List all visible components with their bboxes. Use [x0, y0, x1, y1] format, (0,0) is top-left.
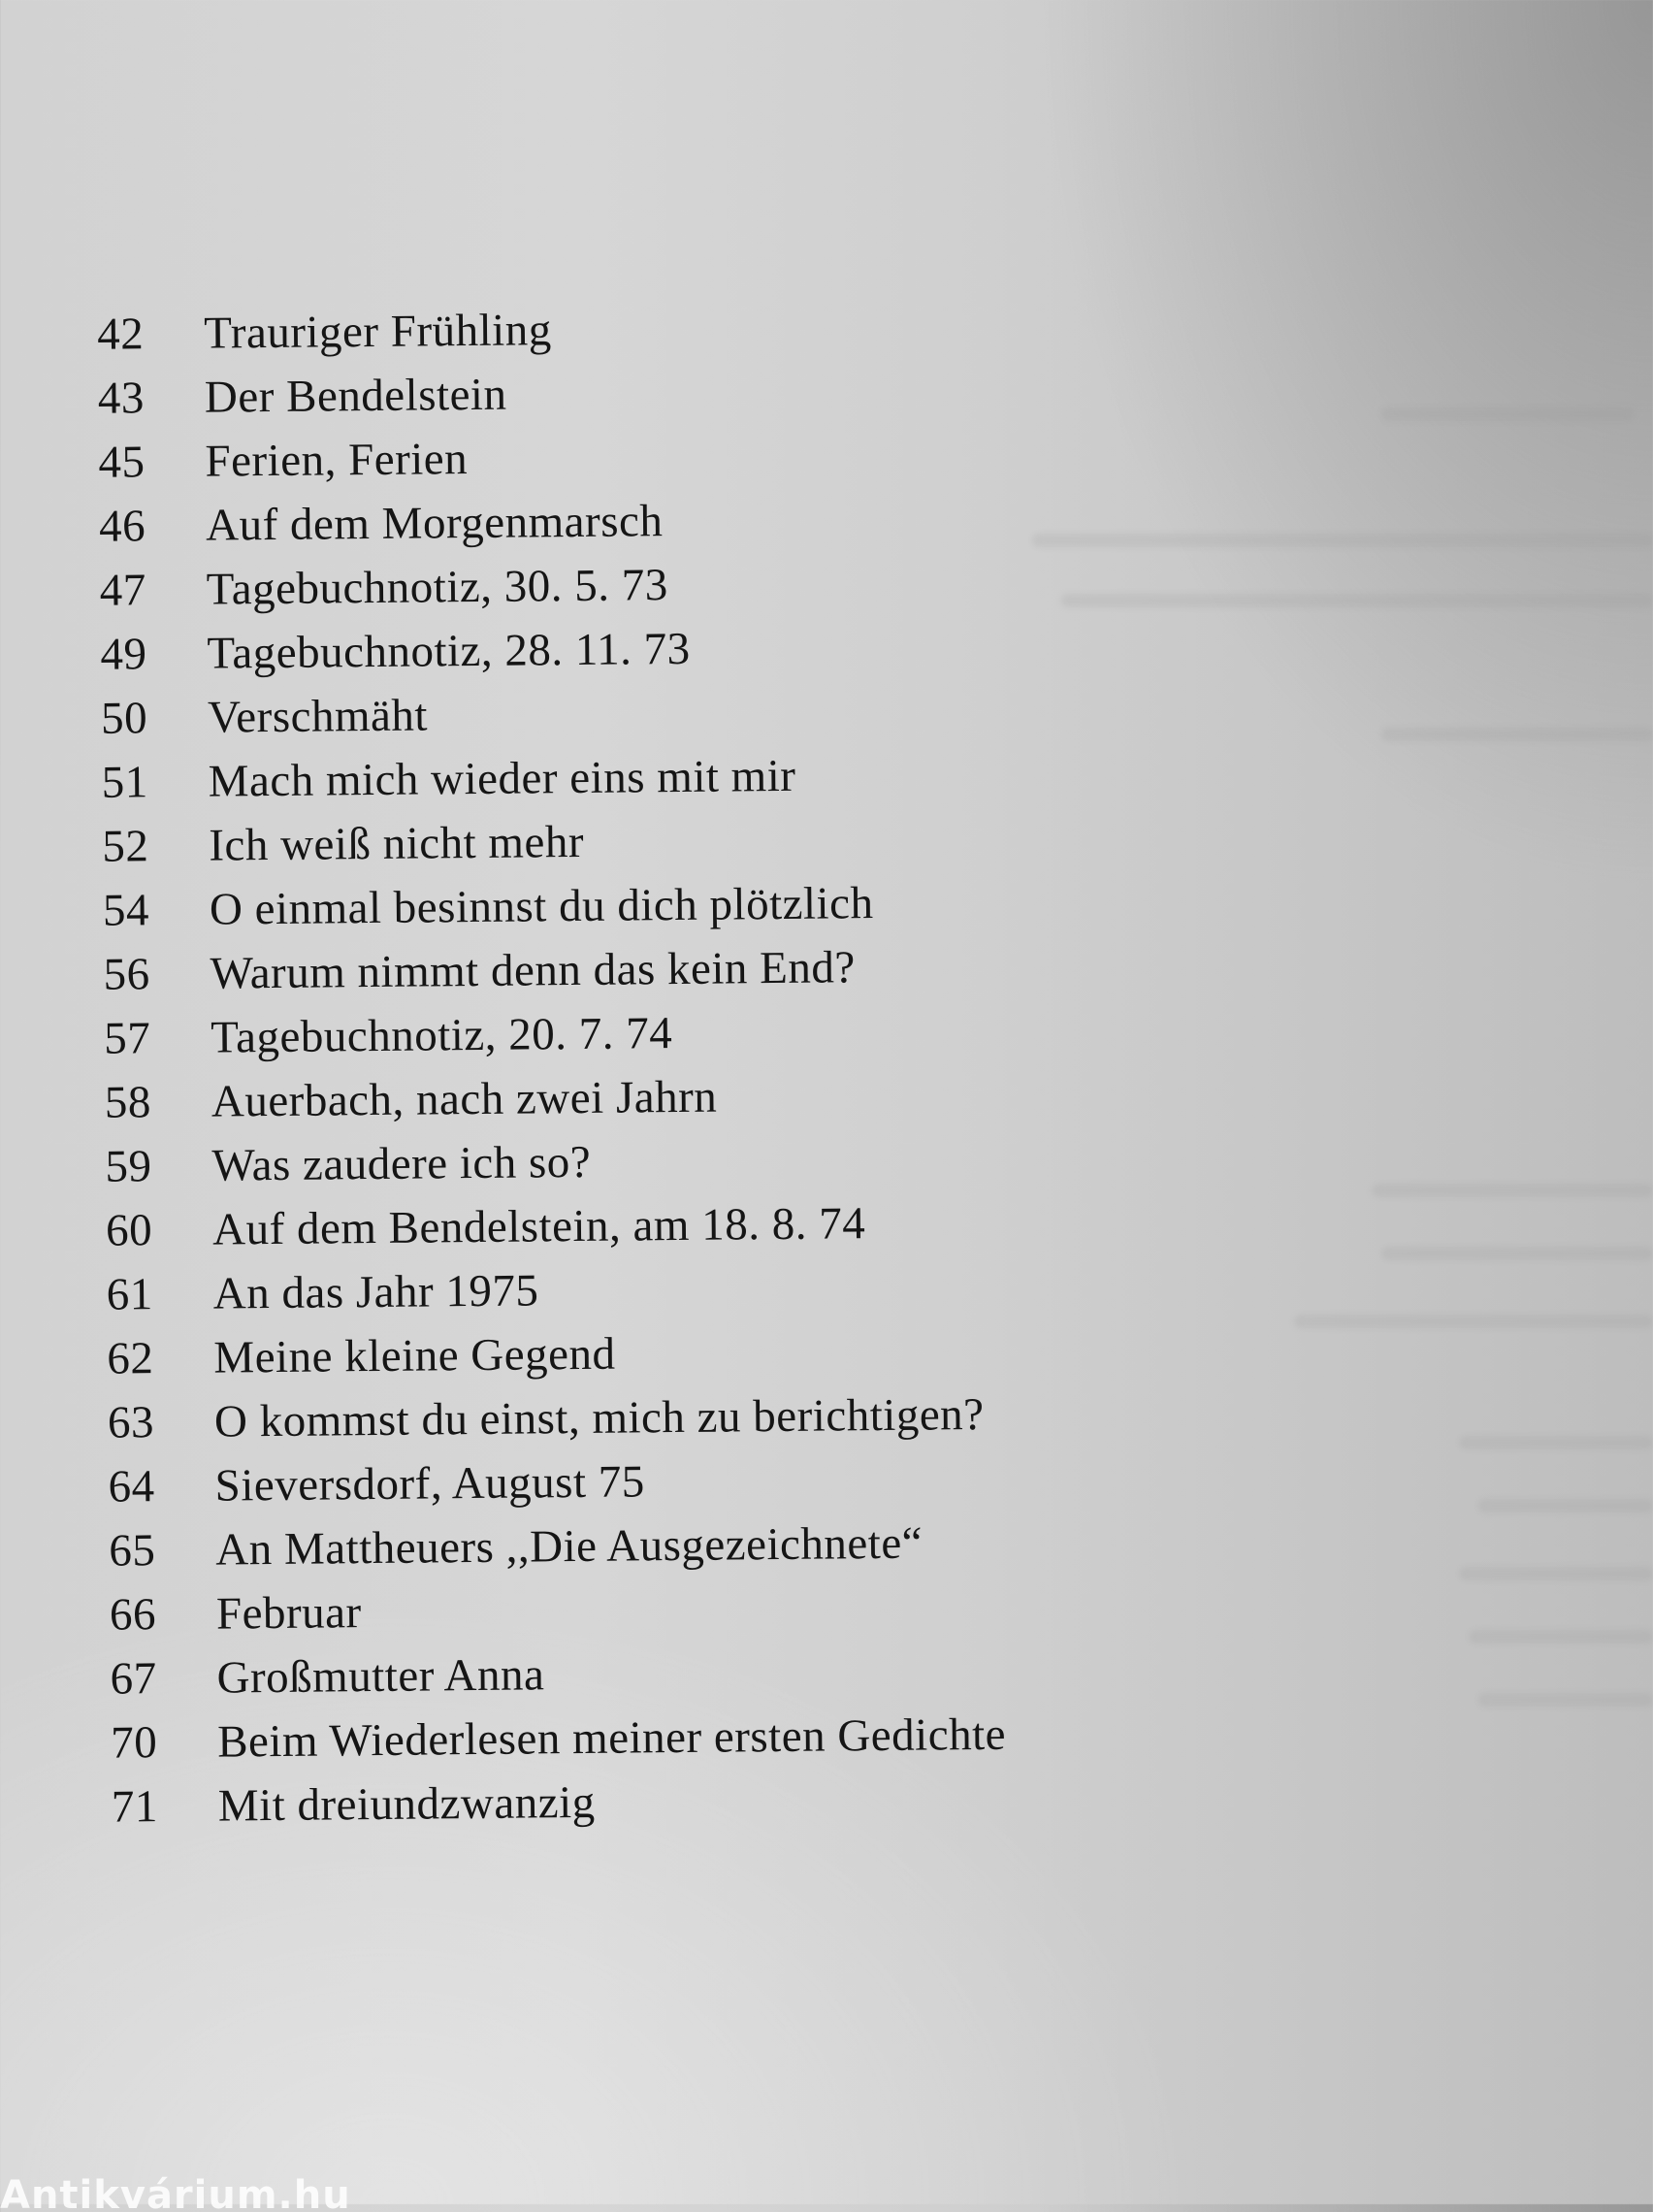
toc-page-number: 50: [100, 693, 148, 744]
toc-title: Warum nimmt denn das kein End?: [210, 942, 856, 999]
toc-page-number: 67: [110, 1653, 157, 1705]
toc-entry: [81, 1643, 1226, 1717]
toc-entry: [80, 1514, 1225, 1589]
toc-title: Tagebuchnotiz, 20. 7. 74: [210, 1008, 673, 1063]
toc-page-number: 57: [103, 1013, 151, 1064]
toc-page-number: 42: [97, 309, 145, 360]
toc-page-number: 43: [97, 373, 146, 424]
toc-page-number: 56: [103, 949, 150, 1000]
toc-title: Auf dem Morgenmarsch: [205, 496, 664, 551]
toc-entry: [79, 1386, 1224, 1461]
toc-title: An Mattheuers ,,Die Ausgezeichnete“: [215, 1517, 924, 1576]
toc-entry: [69, 362, 1215, 437]
toc-entry: [68, 298, 1214, 373]
toc-entry: [71, 554, 1216, 629]
toc-title: O kommst du einst, mich zu berichtigen?: [213, 1388, 985, 1448]
toc-page-number: 51: [101, 757, 148, 808]
toc-title: Was zaudere ich so?: [211, 1136, 592, 1191]
toc-page-number: 54: [102, 885, 150, 936]
toc-entry: [72, 682, 1217, 757]
toc-entry: [75, 1002, 1220, 1077]
toc-entry: [79, 1450, 1224, 1525]
toc-title: Verschmäht: [207, 690, 429, 743]
toc-page-number: 61: [106, 1269, 154, 1320]
toc-entry: [78, 1258, 1223, 1333]
toc-page-number: 62: [107, 1333, 154, 1384]
toc-entry: [72, 746, 1217, 821]
toc-title: Auf dem Bendelstein, am 18. 8. 74: [211, 1198, 866, 1255]
toc-page-number: 58: [104, 1077, 152, 1128]
toc-page-number: 45: [98, 437, 146, 488]
toc-entry: [70, 490, 1215, 565]
toc-title: Sieversdorf, August 75: [214, 1456, 646, 1512]
toc-title: O einmal besinnst du dich plötzlich: [209, 878, 874, 935]
toc-title: Mach mich wieder eins mit mir: [208, 750, 796, 807]
toc-entry: [73, 810, 1218, 885]
toc-page-number: 47: [99, 565, 147, 616]
toc-page-number: 59: [105, 1141, 152, 1192]
toc-page-number: 64: [108, 1461, 155, 1513]
toc-title: Februar: [215, 1587, 362, 1640]
toc-title: Meine kleine Gegend: [213, 1328, 616, 1383]
toc-title: Ferien, Ferien: [205, 434, 469, 487]
toc-page-number: 70: [110, 1717, 158, 1769]
toc-entry: [74, 938, 1219, 1013]
toc-entry: [81, 1578, 1226, 1653]
toc-title: Großmutter Anna: [216, 1649, 545, 1704]
toc-title: Auerbach, nach zwei Jahrn: [211, 1071, 718, 1127]
toc-entry: [82, 1771, 1228, 1845]
toc-entry: [74, 874, 1219, 949]
toc-page-number: 65: [109, 1525, 156, 1577]
toc-title: Trauriger Frühling: [204, 305, 552, 359]
toc-title: Tagebuchnotiz, 28. 11. 73: [207, 623, 691, 679]
toc-page-number: 49: [100, 629, 147, 680]
watermark: Antikvárium.hu: [0, 2173, 351, 2212]
toc-title: Mit dreiundzwanzig: [217, 1776, 596, 1832]
toc-entry: [69, 426, 1215, 501]
toc-entry: [77, 1194, 1222, 1269]
toc-entry: [78, 1322, 1223, 1397]
toc-title: Ich weiß nicht mehr: [209, 816, 585, 871]
toc-page-number: 71: [111, 1781, 159, 1833]
toc-page-number: 63: [107, 1397, 155, 1448]
toc-page-number: 60: [105, 1205, 153, 1256]
toc-entry: [76, 1066, 1221, 1141]
toc-page-number: 66: [109, 1589, 157, 1641]
toc-title: An das Jahr 1975: [212, 1265, 539, 1319]
toc-page-number: 46: [98, 501, 146, 552]
toc-entry: [81, 1707, 1227, 1781]
toc-title: Der Bendelstein: [204, 369, 507, 423]
table-of-contents: [68, 298, 1227, 1845]
toc-entry: [71, 618, 1216, 693]
toc-page-number: 52: [102, 821, 149, 872]
toc-entry: [76, 1130, 1221, 1205]
toc-title: Beim Wiederlesen meiner ersten Gedichte: [216, 1708, 1007, 1768]
toc-title: Tagebuchnotiz, 30. 5. 73: [206, 560, 669, 615]
